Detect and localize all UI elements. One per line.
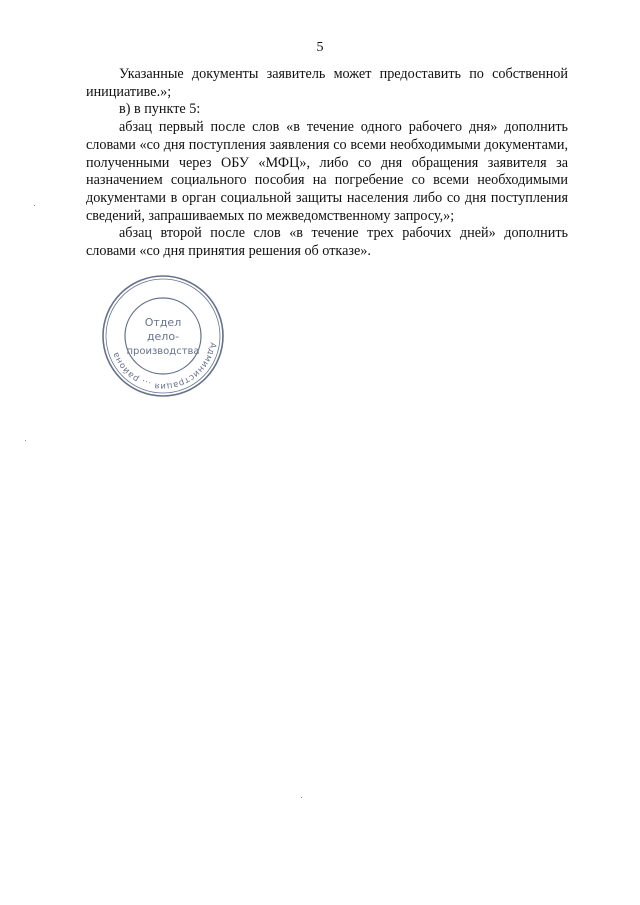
scan-speck bbox=[25, 440, 26, 441]
scan-speck bbox=[301, 797, 302, 798]
scan-speck bbox=[34, 205, 35, 206]
stamp-center-line-3: производства bbox=[126, 346, 200, 357]
paragraph-second-amendment: абзац второй после слов «в течение трех рабочих дней» дополнить словами «со дня принятия решения об отказе». bbox=[86, 225, 568, 260]
round-seal-stamp-icon bbox=[98, 272, 228, 400]
stamp-center-line-1: Отдел bbox=[144, 316, 182, 329]
document-body bbox=[86, 66, 568, 261]
paragraph-point-5-heading: в) в пункте 5: bbox=[119, 101, 201, 118]
page-number: 5 bbox=[316, 40, 324, 55]
paragraph-first-amendment: абзац первый после слов «в течение одного рабочего дня» дополнить словами «со дня поступления заявления со всеми необходимыми документами, полученными через ОБУ «МФЦ», либо со дня обращения заявителя за назначением социального пособия на погребение со всеми необходимыми документами в орган социальной защиты населения либо со дня поступления сведений, запрашиваемых по межведомственному запросу,»; bbox=[86, 119, 568, 224]
stamp-ring-text: Администрация ... района bbox=[110, 341, 218, 392]
paragraph-documents-initiative: Указанные документы заявитель может предоставить по собственной инициативе.»; bbox=[86, 66, 568, 100]
stamp-center-line-2: дело- bbox=[146, 330, 180, 343]
